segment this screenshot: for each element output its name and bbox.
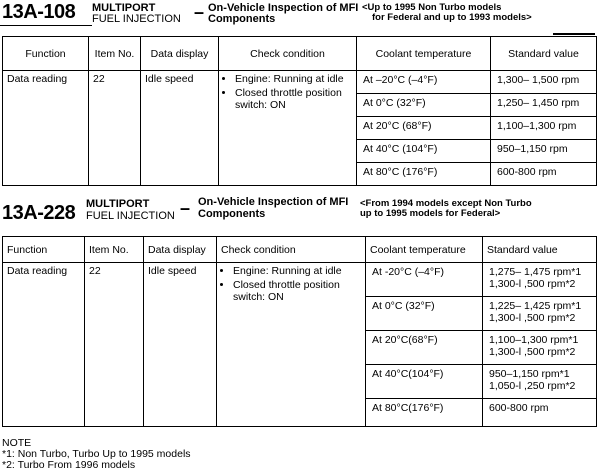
standard-value-turbo-1: 1,225– 1,425 rpm*1 — [489, 300, 582, 312]
standard-value-turbo-1: 1,100–1,300 rpm*1 — [489, 334, 579, 346]
condition-item: • Engine: Running at idle — [235, 73, 352, 85]
note-line-1: *1: Non Turbo, Turbo Up to 1995 models — [2, 448, 191, 460]
note-line-2: *2: Turbo From 1996 models — [2, 459, 136, 471]
coolant-temp-cell: At 80°C (176°F) — [357, 163, 491, 186]
coolant-temp-cell: At 40°C (104°F) — [357, 140, 491, 163]
condition-item: • Engine: Running at idle — [233, 265, 361, 277]
section1-function-cell: Data reading — [3, 71, 89, 186]
section2-dash: – — [180, 198, 191, 218]
section2-system-line2: FUEL INJECTION — [86, 210, 175, 222]
standard-value-cell: 600-800 rpm — [491, 163, 597, 186]
section2-models-line1: <From 1994 models except Non Turbo — [360, 198, 532, 209]
section1-rule-right — [553, 33, 595, 35]
standard-value-cell: 1,100–1,300 rpm — [491, 117, 597, 140]
section1-header — [0, 0, 600, 32]
section2-inspection-line2: Components — [198, 208, 266, 220]
standard-value-cell — [483, 263, 597, 297]
col-header-check-condition: Check condition — [217, 237, 366, 263]
section1-inspection-line1: On-Vehicle Inspection of MFI — [208, 2, 359, 14]
section2-models-line2: up to 1995 models for Federal> — [360, 208, 501, 219]
coolant-temp-cell: At 0°C (32°F) — [366, 297, 483, 331]
section2-data-display-cell: Idle speed — [144, 263, 217, 427]
col-header-item-no: Item No. — [85, 237, 144, 263]
standard-value-turbo-2: 1,050-l ,250 rpm*2 — [489, 380, 576, 392]
section1-system-line2: FUEL INJECTION — [92, 13, 181, 25]
col-header-data-display: Data display — [141, 37, 219, 71]
section1-header-row — [3, 37, 597, 71]
condition-item: • Closed throttle position switch: ON — [235, 87, 352, 111]
coolant-temp-cell: At 40°C(104°F) — [366, 365, 483, 399]
section1-inspection-line2: Components — [208, 13, 276, 25]
section2-inspection-line1: On-Vehicle Inspection of MFI — [198, 196, 349, 208]
standard-value-cell: 1,250– 1,450 rpm — [491, 94, 597, 117]
section1-rule-left — [0, 25, 92, 26]
coolant-temp-cell: At 20°C(68°F) — [366, 331, 483, 365]
standard-value-turbo-2: 1,300-l ,500 rpm*2 — [489, 312, 576, 324]
standard-value-cell — [483, 331, 597, 365]
section2-item-no-cell: 22 — [85, 263, 144, 427]
standard-value-cell — [483, 365, 597, 399]
col-header-function: Function — [3, 237, 85, 263]
col-header-data-display: Data display — [144, 237, 217, 263]
note-title: NOTE — [2, 437, 32, 449]
section1-models-line1: <Up to 1995 Non Turbo models — [362, 2, 502, 13]
coolant-temp-cell: At -20°C (–4°F) — [366, 263, 483, 297]
standard-value-cell: 950–1,150 rpm — [491, 140, 597, 163]
coolant-temp-cell: At 20°C (68°F) — [357, 117, 491, 140]
section2-system-line1: MULTIPORT — [86, 198, 150, 210]
condition-item: • Closed throttle position switch: ON — [233, 279, 361, 303]
section1-dash: – — [194, 2, 205, 22]
section1-data-display-cell: Idle speed — [141, 71, 219, 186]
coolant-temp-cell: At 0°C (32°F) — [357, 94, 491, 117]
standard-value-cell — [483, 399, 597, 427]
section1-table — [2, 36, 597, 186]
section1-system-line1: MULTIPORT — [92, 2, 156, 14]
section2-table — [2, 236, 597, 427]
standard-value-cell: 1,300– 1,500 rpm — [491, 71, 597, 94]
standard-value-turbo-2: 1,300-l ,500 rpm*2 — [489, 346, 576, 358]
section1-code: 13A-108 — [2, 1, 76, 23]
col-header-coolant-temperature: Coolant temperature — [357, 37, 491, 71]
standard-value-turbo-1: 1,275– 1,475 rpm*1 — [489, 266, 582, 278]
col-header-check-condition: Check condition — [219, 37, 357, 71]
coolant-temp-cell: At –20°C (–4°F) — [357, 71, 491, 94]
standard-value-turbo-1: 600-800 rpm — [489, 402, 549, 414]
col-header-function: Function — [3, 37, 89, 71]
section1-row — [3, 71, 597, 94]
coolant-temp-cell: At 80°C(176°F) — [366, 399, 483, 427]
col-header-standard-value: Standard value — [483, 237, 597, 263]
standard-value-turbo-2: 1,300-l ,500 rpm*2 — [489, 278, 576, 290]
section2-header-row — [3, 237, 597, 263]
section2-function-cell: Data reading — [3, 263, 85, 427]
section1-models-line2: for Federal and up to 1993 models> — [372, 12, 532, 23]
standard-value-cell — [483, 297, 597, 331]
col-header-item-no: Item No. — [89, 37, 141, 71]
standard-value-turbo-1: 950–1,150 rpm*1 — [489, 368, 570, 380]
section1-item-no-cell: 22 — [89, 71, 141, 186]
section2-code: 13A-228 — [2, 202, 76, 224]
section2-header — [0, 196, 600, 228]
col-header-coolant-temperature: Coolant temperature — [366, 237, 483, 263]
section1-check-condition-cell — [219, 71, 357, 186]
col-header-standard-value: Standard value — [491, 37, 597, 71]
section2-row — [3, 263, 597, 297]
section2-check-condition-cell — [217, 263, 366, 427]
